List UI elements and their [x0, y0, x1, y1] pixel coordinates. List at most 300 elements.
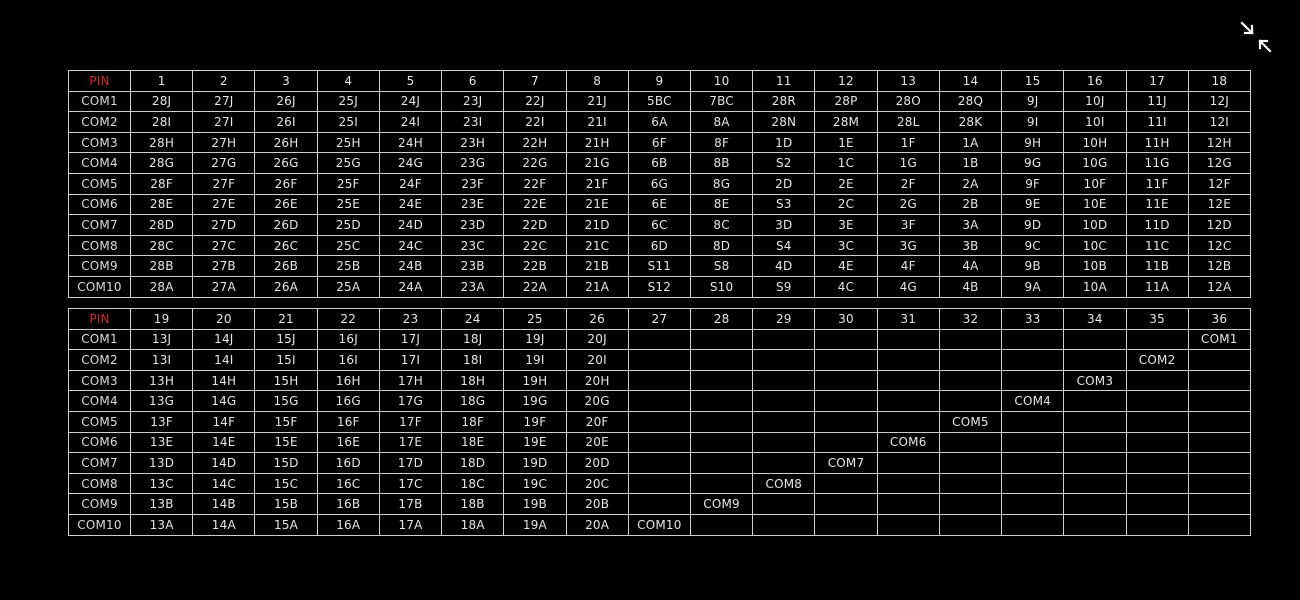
segment-cell	[690, 411, 752, 432]
segment-cell: COM9	[690, 494, 752, 515]
segment-cell: COM5	[939, 411, 1001, 432]
segment-cell	[1188, 411, 1250, 432]
segment-cell: 16C	[317, 473, 379, 494]
segment-cell: 23G	[442, 153, 504, 174]
segment-cell: 10J	[1064, 91, 1126, 112]
segment-cell: 13C	[131, 473, 193, 494]
segment-cell: 20C	[566, 473, 628, 494]
segment-cell: 22A	[504, 276, 566, 297]
segment-cell: 17E	[379, 432, 441, 453]
segment-cell	[877, 329, 939, 350]
segment-cell: 16E	[317, 432, 379, 453]
segment-cell: 27I	[193, 112, 255, 133]
segment-cell: 12G	[1188, 153, 1250, 174]
table-row	[69, 91, 1251, 112]
segment-cell: 11A	[1126, 276, 1188, 297]
segment-cell: 26E	[255, 194, 317, 215]
segment-cell: 26A	[255, 276, 317, 297]
segment-cell: 28H	[131, 132, 193, 153]
segment-cell: 10C	[1064, 235, 1126, 256]
segment-cell	[939, 453, 1001, 474]
segment-cell: 21A	[566, 276, 628, 297]
com-row-label: COM3	[69, 370, 131, 391]
segment-cell: 27A	[193, 276, 255, 297]
segment-cell: 25B	[317, 256, 379, 277]
segment-cell: 28E	[131, 194, 193, 215]
header-row	[69, 71, 1251, 92]
segment-cell: 24C	[379, 235, 441, 256]
segment-cell: 12H	[1188, 132, 1250, 153]
segment-cell	[815, 432, 877, 453]
segment-cell	[1064, 494, 1126, 515]
segment-cell	[1126, 473, 1188, 494]
segment-cell	[1002, 494, 1064, 515]
segment-cell: 24E	[379, 194, 441, 215]
segment-cell: 25I	[317, 112, 379, 133]
com-row-label: COM6	[69, 432, 131, 453]
segment-cell: 2B	[939, 194, 1001, 215]
segment-cell	[877, 350, 939, 371]
com-row-label: COM2	[69, 350, 131, 371]
segment-cell	[1188, 453, 1250, 474]
segment-cell: 18E	[442, 432, 504, 453]
segment-cell: 19F	[504, 411, 566, 432]
segment-cell: 2G	[877, 194, 939, 215]
segment-cell: 13H	[131, 370, 193, 391]
segment-cell: 11H	[1126, 132, 1188, 153]
segment-cell	[1188, 391, 1250, 412]
segment-cell: 11J	[1126, 91, 1188, 112]
segment-cell	[939, 370, 1001, 391]
segment-cell: 16D	[317, 453, 379, 474]
segment-cell: 17C	[379, 473, 441, 494]
segment-cell	[753, 350, 815, 371]
segment-cell: 20G	[566, 391, 628, 412]
segment-cell: 6D	[628, 235, 690, 256]
segment-cell	[877, 411, 939, 432]
segment-cell: 1A	[939, 132, 1001, 153]
segment-cell	[1002, 411, 1064, 432]
segment-cell: 9I	[1002, 112, 1064, 133]
segment-cell: 9A	[1002, 276, 1064, 297]
segment-cell: 23D	[442, 215, 504, 236]
pin-number-header: 17	[1126, 71, 1188, 92]
segment-cell: 22H	[504, 132, 566, 153]
segment-cell	[815, 391, 877, 412]
segment-cell: 26C	[255, 235, 317, 256]
segment-cell: 9G	[1002, 153, 1064, 174]
segment-cell: 27F	[193, 173, 255, 194]
segment-cell: 15J	[255, 329, 317, 350]
segment-cell: 20D	[566, 453, 628, 474]
exit-fullscreen-icon	[1237, 18, 1275, 56]
segment-cell	[877, 514, 939, 535]
pin-number-header: 4	[317, 71, 379, 92]
segment-cell: 19C	[504, 473, 566, 494]
segment-cell	[1064, 453, 1126, 474]
segment-cell: 14G	[193, 391, 255, 412]
segment-cell: 24I	[379, 112, 441, 133]
table-row	[69, 132, 1251, 153]
com-row-label: COM5	[69, 173, 131, 194]
segment-cell	[815, 329, 877, 350]
segment-cell: 26G	[255, 153, 317, 174]
segment-cell: 24D	[379, 215, 441, 236]
segment-cell	[1002, 514, 1064, 535]
segment-cell: 19B	[504, 494, 566, 515]
segment-cell	[1188, 514, 1250, 535]
com-row-label: COM9	[69, 256, 131, 277]
table-row	[69, 350, 1251, 371]
segment-cell: 23F	[442, 173, 504, 194]
segment-cell: 27J	[193, 91, 255, 112]
segment-cell	[1002, 432, 1064, 453]
segment-cell	[1002, 473, 1064, 494]
table-row	[69, 329, 1251, 350]
segment-cell	[1064, 411, 1126, 432]
segment-cell: 21F	[566, 173, 628, 194]
segment-cell: S2	[753, 153, 815, 174]
table-row	[69, 453, 1251, 474]
segment-cell: 17D	[379, 453, 441, 474]
segment-cell: 25H	[317, 132, 379, 153]
segment-cell	[877, 473, 939, 494]
segment-cell: 6G	[628, 173, 690, 194]
segment-cell: 20I	[566, 350, 628, 371]
segment-cell	[753, 329, 815, 350]
segment-cell: 2F	[877, 173, 939, 194]
pin-number-header: 11	[753, 71, 815, 92]
segment-cell: 13E	[131, 432, 193, 453]
segment-cell: 8B	[690, 153, 752, 174]
pin-number-header: 9	[628, 71, 690, 92]
pin-number-header: 7	[504, 71, 566, 92]
segment-cell: 26B	[255, 256, 317, 277]
segment-cell: 7BC	[690, 91, 752, 112]
com-row-label: COM6	[69, 194, 131, 215]
segment-cell: 10A	[1064, 276, 1126, 297]
segment-cell: 1F	[877, 132, 939, 153]
table-row	[69, 112, 1251, 133]
segment-cell: 10I	[1064, 112, 1126, 133]
segment-cell	[1188, 370, 1250, 391]
segment-cell: 3G	[877, 235, 939, 256]
segment-cell: 10E	[1064, 194, 1126, 215]
segment-cell	[753, 391, 815, 412]
segment-cell	[1126, 494, 1188, 515]
segment-cell	[1188, 494, 1250, 515]
segment-cell: 23I	[442, 112, 504, 133]
segment-cell: 17G	[379, 391, 441, 412]
segment-cell: 21I	[566, 112, 628, 133]
pin-number-header: 28	[690, 309, 752, 330]
segment-cell: 14I	[193, 350, 255, 371]
pin-number-header: 10	[690, 71, 752, 92]
segment-cell: 22C	[504, 235, 566, 256]
segment-cell: 4A	[939, 256, 1001, 277]
segment-cell: 14H	[193, 370, 255, 391]
segment-cell: 12E	[1188, 194, 1250, 215]
segment-cell: 15A	[255, 514, 317, 535]
segment-cell	[815, 473, 877, 494]
segment-cell: 25D	[317, 215, 379, 236]
segment-cell: 20B	[566, 494, 628, 515]
segment-cell	[1188, 432, 1250, 453]
segment-cell: 12A	[1188, 276, 1250, 297]
segment-cell: 25G	[317, 153, 379, 174]
segment-cell: 15E	[255, 432, 317, 453]
segment-cell: 14C	[193, 473, 255, 494]
segment-cell	[1126, 391, 1188, 412]
pin-number-header: 27	[628, 309, 690, 330]
segment-cell: 22D	[504, 215, 566, 236]
segment-cell: 3F	[877, 215, 939, 236]
segment-cell: 15F	[255, 411, 317, 432]
segment-cell: 21E	[566, 194, 628, 215]
segment-cell: 13B	[131, 494, 193, 515]
pin-number-header: 12	[815, 71, 877, 92]
segment-cell	[1188, 473, 1250, 494]
segment-cell: 3A	[939, 215, 1001, 236]
segment-cell	[1064, 473, 1126, 494]
pin-number-header: 26	[566, 309, 628, 330]
segment-cell: 25E	[317, 194, 379, 215]
segment-cell: 9J	[1002, 91, 1064, 112]
pin-number-header: 23	[379, 309, 441, 330]
segment-cell: 15G	[255, 391, 317, 412]
segment-cell: S12	[628, 276, 690, 297]
table-row	[69, 215, 1251, 236]
segment-cell: 18D	[442, 453, 504, 474]
com-row-label: COM5	[69, 411, 131, 432]
pin-number-header: 14	[939, 71, 1001, 92]
segment-cell: 9D	[1002, 215, 1064, 236]
segment-cell	[753, 411, 815, 432]
pin-number-header: 5	[379, 71, 441, 92]
segment-cell: 20A	[566, 514, 628, 535]
segment-cell: 28O	[877, 91, 939, 112]
segment-cell: 2E	[815, 173, 877, 194]
segment-cell: S8	[690, 256, 752, 277]
pin-number-header: 22	[317, 309, 379, 330]
segment-cell: 16B	[317, 494, 379, 515]
segment-cell: 3D	[753, 215, 815, 236]
segment-cell: 26H	[255, 132, 317, 153]
segment-cell: 8D	[690, 235, 752, 256]
segment-cell	[628, 350, 690, 371]
segment-cell: 10F	[1064, 173, 1126, 194]
segment-cell: 21H	[566, 132, 628, 153]
segment-cell: 21C	[566, 235, 628, 256]
segment-cell	[939, 432, 1001, 453]
table-row	[69, 432, 1251, 453]
segment-cell: 19E	[504, 432, 566, 453]
table-row	[69, 514, 1251, 535]
segment-cell: 19I	[504, 350, 566, 371]
segment-cell	[877, 494, 939, 515]
segment-cell: 19H	[504, 370, 566, 391]
segment-cell: 25J	[317, 91, 379, 112]
segment-cell: 3B	[939, 235, 1001, 256]
segment-cell	[877, 391, 939, 412]
segment-cell: 16J	[317, 329, 379, 350]
segment-cell: 23B	[442, 256, 504, 277]
segment-cell: 8G	[690, 173, 752, 194]
segment-cell: 6B	[628, 153, 690, 174]
segment-cell: 18H	[442, 370, 504, 391]
segment-cell: 12F	[1188, 173, 1250, 194]
segment-cell	[1002, 453, 1064, 474]
segment-cell: 9H	[1002, 132, 1064, 153]
segment-cell	[939, 350, 1001, 371]
com-row-label: COM1	[69, 91, 131, 112]
segment-cell: 26D	[255, 215, 317, 236]
segment-cell: 8E	[690, 194, 752, 215]
segment-cell: 1C	[815, 153, 877, 174]
segment-cell: 28M	[815, 112, 877, 133]
segment-cell: 26J	[255, 91, 317, 112]
pin-number-header: 19	[131, 309, 193, 330]
segment-cell: 1G	[877, 153, 939, 174]
segment-cell: 15C	[255, 473, 317, 494]
table-row	[69, 411, 1251, 432]
segment-cell: 27H	[193, 132, 255, 153]
segment-cell: 20H	[566, 370, 628, 391]
segment-cell: 11F	[1126, 173, 1188, 194]
segment-cell	[628, 473, 690, 494]
segment-cell: 17F	[379, 411, 441, 432]
segment-cell	[1126, 329, 1188, 350]
segment-cell: 17A	[379, 514, 441, 535]
com-row-label: COM3	[69, 132, 131, 153]
segment-cell: 26F	[255, 173, 317, 194]
segment-cell	[1126, 370, 1188, 391]
segment-cell: 10H	[1064, 132, 1126, 153]
segment-cell: 28K	[939, 112, 1001, 133]
table-row	[69, 194, 1251, 215]
segment-cell	[628, 329, 690, 350]
com-row-label: COM4	[69, 391, 131, 412]
segment-cell	[753, 514, 815, 535]
segment-cell: 14J	[193, 329, 255, 350]
segment-cell: 21D	[566, 215, 628, 236]
segment-cell	[690, 473, 752, 494]
segment-cell: 11C	[1126, 235, 1188, 256]
segment-cell	[753, 370, 815, 391]
segment-cell: 21J	[566, 91, 628, 112]
segment-cell: 12I	[1188, 112, 1250, 133]
segment-cell: 23J	[442, 91, 504, 112]
segment-cell: 2D	[753, 173, 815, 194]
segment-cell: 27E	[193, 194, 255, 215]
segment-cell: 4E	[815, 256, 877, 277]
segment-cell	[877, 453, 939, 474]
segment-cell: 13A	[131, 514, 193, 535]
segment-cell: 28N	[753, 112, 815, 133]
segment-cell: 8A	[690, 112, 752, 133]
exit-fullscreen-button[interactable]	[1237, 18, 1275, 56]
segment-cell: 11E	[1126, 194, 1188, 215]
segment-cell	[628, 411, 690, 432]
segment-cell: 18B	[442, 494, 504, 515]
pin-number-header: 15	[1002, 71, 1064, 92]
pin-number-header: 1	[131, 71, 193, 92]
segment-cell: 12J	[1188, 91, 1250, 112]
header-row	[69, 309, 1251, 330]
com-row-label: COM10	[69, 514, 131, 535]
segment-cell	[939, 473, 1001, 494]
segment-cell	[1126, 453, 1188, 474]
segment-cell: 24G	[379, 153, 441, 174]
pin-number-header: 3	[255, 71, 317, 92]
segment-cell: 28C	[131, 235, 193, 256]
segment-cell: COM7	[815, 453, 877, 474]
segment-cell: 18J	[442, 329, 504, 350]
segment-cell: 14F	[193, 411, 255, 432]
pin-header-label: PIN	[69, 71, 131, 92]
segment-cell: 24B	[379, 256, 441, 277]
segment-cell: 4D	[753, 256, 815, 277]
segment-cell	[1126, 432, 1188, 453]
com-row-label: COM9	[69, 494, 131, 515]
table-row	[69, 173, 1251, 194]
com-row-label: COM1	[69, 329, 131, 350]
table-row	[69, 391, 1251, 412]
segment-cell	[877, 370, 939, 391]
segment-cell: 2A	[939, 173, 1001, 194]
segment-cell: S11	[628, 256, 690, 277]
segment-cell: 12D	[1188, 215, 1250, 236]
segment-cell: S4	[753, 235, 815, 256]
segment-cell: 27B	[193, 256, 255, 277]
table-row	[69, 256, 1251, 277]
segment-cell: 13I	[131, 350, 193, 371]
segment-cell	[753, 432, 815, 453]
segment-cell	[815, 411, 877, 432]
pin-number-header: 25	[504, 309, 566, 330]
segment-cell: 10D	[1064, 215, 1126, 236]
segment-cell: 13D	[131, 453, 193, 474]
segment-cell: 16F	[317, 411, 379, 432]
pin-number-header: 33	[1002, 309, 1064, 330]
segment-cell	[1126, 514, 1188, 535]
segment-cell	[939, 514, 1001, 535]
segment-cell: 23E	[442, 194, 504, 215]
segment-cell: 15D	[255, 453, 317, 474]
segment-cell	[1002, 370, 1064, 391]
com-row-label: COM7	[69, 453, 131, 474]
segment-cell	[628, 391, 690, 412]
segment-cell: 28D	[131, 215, 193, 236]
segment-cell: 8C	[690, 215, 752, 236]
segment-cell: COM8	[753, 473, 815, 494]
pin-number-header: 36	[1188, 309, 1250, 330]
segment-cell: 28F	[131, 173, 193, 194]
segment-cell: 11I	[1126, 112, 1188, 133]
segment-cell: 17B	[379, 494, 441, 515]
segment-cell: COM1	[1188, 329, 1250, 350]
segment-cell: 12B	[1188, 256, 1250, 277]
segment-cell: S9	[753, 276, 815, 297]
pin-number-header: 21	[255, 309, 317, 330]
segment-cell: COM2	[1126, 350, 1188, 371]
com-row-label: COM4	[69, 153, 131, 174]
segment-cell: 21G	[566, 153, 628, 174]
segment-cell	[628, 453, 690, 474]
segment-cell	[939, 494, 1001, 515]
pin-number-header: 29	[753, 309, 815, 330]
pin-number-header: 20	[193, 309, 255, 330]
